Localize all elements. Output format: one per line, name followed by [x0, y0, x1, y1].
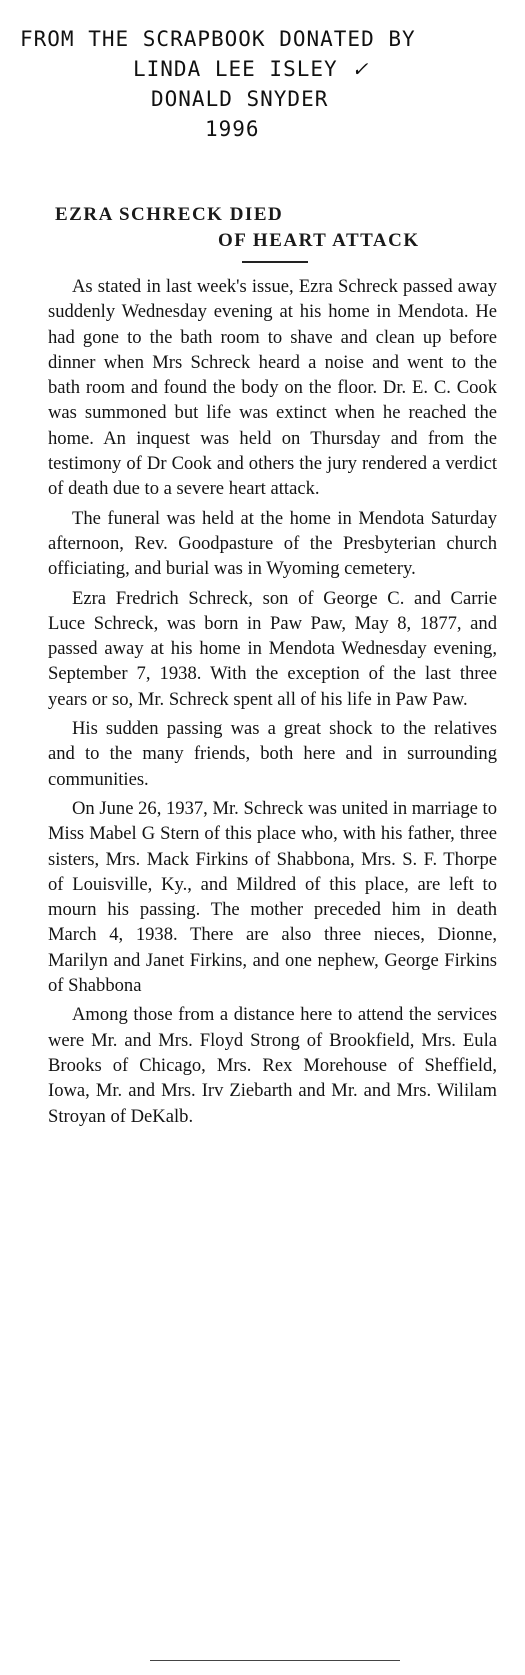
headline-line-2: OF HEART ATTACK	[218, 230, 420, 251]
headline-line-1: EZRA SCHRECK DIED	[55, 204, 284, 225]
article-paragraph: The funeral was held at the home in Mendota Saturday afternoon, Rev. Goodpasture of the Presbyterian church officiating, and burial was in Wyoming cemetery.	[48, 507, 497, 580]
clipping-bottom-divider	[150, 1660, 400, 1661]
check-mark-icon: ✓	[351, 57, 370, 81]
header-line-donated-by: FROM THE SCRAPBOOK DONATED BY	[20, 27, 416, 51]
donor-name-1: LINDA LEE ISLEY	[133, 57, 338, 81]
header-line-donor-2: DONALD SNYDER	[151, 87, 329, 111]
article-paragraph: As stated in last week's issue, Ezra Schreck passed away suddenly Wednesday evening at his home in Mendota. He had gone to the bath room to shave and clean up before dinner when Mrs Schreck heard a noise and went to the bath room and found the body on the floor. Dr. E. C. Cook was summoned but life was extinct when he reached the home. An inquest was held on Thursday and from the testimony of Dr Cook and others the jury rendered a verdict of death due to a severe heart attack.	[48, 276, 497, 500]
article-paragraph: Ezra Fredrich Schreck, son of George C. and Carrie Luce Schreck, was born in Paw Paw, May 8, 1877, and passed away at his home in Mendota Wednesday evening, September 7, 1938. With the exception of the last three years or so, Mr. Schreck spent all of his life in Paw Paw.	[48, 587, 497, 710]
article-paragraph: On June 26, 1937, Mr. Schreck was united in marriage to Miss Mabel G Stern of this place who, with his father, three sisters, Mrs. Mack Firkins of Shabbona, Mrs. S. F. Thorpe of Louisville, Ky., and Mildred of this place, are left to mourn his passing. The mother preceded him in death March 4, 1938. There are also three nieces, Dionne, Marilyn and Janet Firkins, and one nephew, George Firkins of Shabbona	[48, 797, 497, 997]
header-line-year: 1996	[205, 117, 260, 141]
article-paragraph: Among those from a distance here to attend the services were Mr. and Mrs. Floyd Strong of Brookfield, Mrs. Eula Brooks of Chicago, Mrs. Rex Morehouse of Sheffield, Iowa, Mr. and Mrs. Irv Ziebarth and Mr. and Mrs. Wililam Stroyan of DeKalb.	[48, 1004, 497, 1127]
donation-header	[20, 24, 510, 144]
header-line-donor-1	[20, 54, 510, 84]
article-paragraph: His sudden passing was a great shock to the relatives and to the many friends, both here and in surrounding communities.	[48, 718, 497, 790]
article-headline	[55, 202, 495, 254]
article-body	[48, 274, 497, 1133]
headline-divider	[242, 261, 308, 263]
